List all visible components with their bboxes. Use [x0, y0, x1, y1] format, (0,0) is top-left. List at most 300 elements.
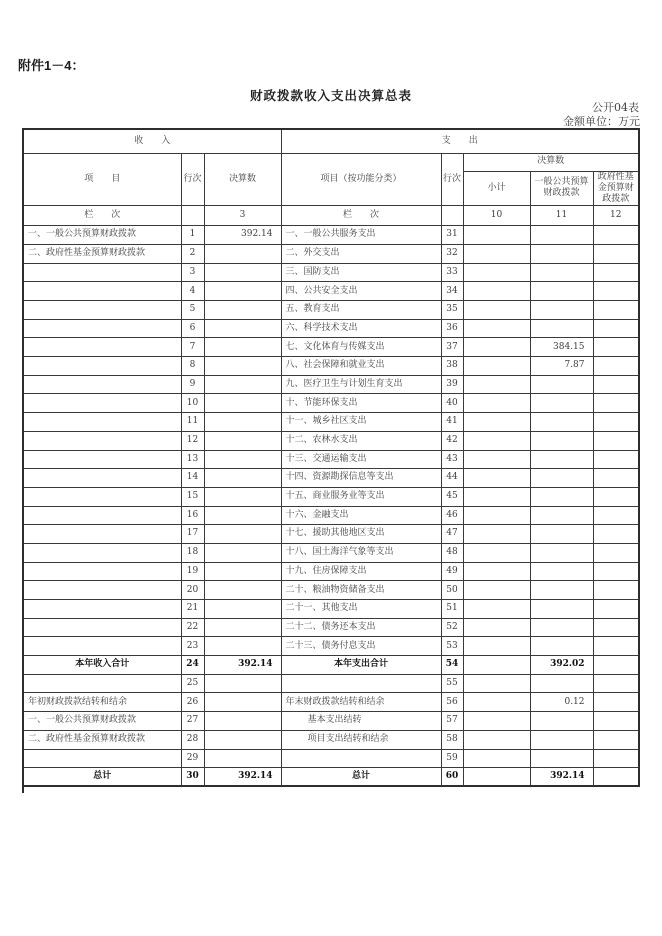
- expense-line-number-cell: 32: [441, 244, 463, 263]
- general-budget-amount-cell: 392.14: [530, 768, 593, 787]
- general-budget-amount-cell: [530, 749, 593, 768]
- subtotal-amount-cell: [463, 450, 530, 469]
- gov-fund-amount-cell: [593, 487, 639, 506]
- income-amount-cell: [204, 244, 281, 263]
- table-row: [23, 693, 639, 712]
- income-amount-cell: [204, 450, 281, 469]
- table-row: [23, 469, 639, 488]
- general-budget-amount-cell: [530, 375, 593, 394]
- income-item-cell: [23, 543, 181, 562]
- gov-fund-amount-cell: [593, 600, 639, 619]
- income-amount-cell: [204, 543, 281, 562]
- income-section-header: 收 入: [23, 129, 281, 153]
- income-line-number-cell: 5: [181, 301, 204, 320]
- income-line-number-cell: 21: [181, 600, 204, 619]
- income-item-cell: 总计: [23, 768, 181, 787]
- general-budget-amount-cell: [530, 525, 593, 544]
- income-item-cell: [23, 581, 181, 600]
- subtotal-amount-cell: [463, 357, 530, 376]
- gov-fund-amount-cell: [593, 674, 639, 693]
- general-budget-amount-cell: [530, 562, 593, 581]
- income-amount-cell: [204, 263, 281, 282]
- expense-line-number-cell: 57: [441, 712, 463, 731]
- income-line-number-cell: 12: [181, 431, 204, 450]
- income-item-cell: 二、政府性基金预算财政拨款: [23, 244, 181, 263]
- income-amount-cell: [204, 431, 281, 450]
- subtotal-amount-cell: [463, 543, 530, 562]
- subtotal-header: 小计: [463, 171, 530, 206]
- gov-fund-amount-cell: [593, 730, 639, 749]
- subtotal-amount-cell: [463, 244, 530, 263]
- expense-item-cell: 一、一般公共服务支出: [281, 226, 441, 245]
- income-amount-cell: [204, 637, 281, 656]
- income-amount-cell: [204, 506, 281, 525]
- gov-fund-amount-cell: [593, 394, 639, 413]
- expense-item-cell: 九、医疗卫生与计划生育支出: [281, 375, 441, 394]
- subtotal-amount-cell: [463, 693, 530, 712]
- expense-item-cell: 项目支出结转和结余: [281, 730, 441, 749]
- income-line-number-cell: 26: [181, 693, 204, 712]
- expense-line-number-cell: 33: [441, 263, 463, 282]
- gov-fund-amount-cell: [593, 768, 639, 787]
- general-budget-amount-cell: [530, 506, 593, 525]
- income-line-number-cell: 25: [181, 674, 204, 693]
- gov-fund-amount-cell: [593, 543, 639, 562]
- income-amount-cell: [204, 562, 281, 581]
- subtotal-amount-cell: [463, 431, 530, 450]
- expense-line-no-header: 行次: [441, 153, 463, 206]
- table-row: [23, 450, 639, 469]
- column-index-row: [23, 206, 639, 226]
- gov-fund-amount-cell: [593, 431, 639, 450]
- table-row: [23, 581, 639, 600]
- income-amount-cell: [204, 749, 281, 768]
- expense-item-cell: 二十、粮油物资储备支出: [281, 581, 441, 600]
- expense-line-number-cell: 36: [441, 319, 463, 338]
- subtotal-amount-cell: [463, 674, 530, 693]
- general-budget-amount-cell: [530, 674, 593, 693]
- general-budget-amount-cell: [530, 226, 593, 245]
- subtotal-amount-cell: [463, 413, 530, 432]
- subtotal-amount-cell: [463, 637, 530, 656]
- income-line-no-index: [181, 206, 204, 226]
- expense-line-no-index: [441, 206, 463, 226]
- general-budget-amount-cell: [530, 450, 593, 469]
- table-row: [23, 506, 639, 525]
- subtotal-index: 10: [463, 206, 530, 226]
- gov-fund-amount-cell: [593, 357, 639, 376]
- subtotal-amount-cell: [463, 338, 530, 357]
- expense-line-number-cell: 59: [441, 749, 463, 768]
- income-item-cell: [23, 600, 181, 619]
- expense-item-cell: 十五、商业服务业等支出: [281, 487, 441, 506]
- income-line-number-cell: 17: [181, 525, 204, 544]
- table-code-label: 公开04表: [592, 101, 639, 114]
- subtotal-amount-cell: [463, 319, 530, 338]
- gov-fund-amount-cell: [593, 581, 639, 600]
- subtotal-amount-cell: [463, 618, 530, 637]
- income-amount-cell: [204, 357, 281, 376]
- expense-item-cell: 本年支出合计: [281, 656, 441, 675]
- gov-fund-amount-cell: [593, 375, 639, 394]
- expense-item-header: 项目（按功能分类）: [281, 153, 441, 206]
- gov-fund-amount-cell: [593, 244, 639, 263]
- gov-fund-amount-cell: [593, 226, 639, 245]
- expense-line-number-cell: 48: [441, 543, 463, 562]
- income-line-number-cell: 28: [181, 730, 204, 749]
- gov-fund-amount-cell: [593, 319, 639, 338]
- income-amount-cell: [204, 301, 281, 320]
- expense-line-number-cell: 39: [441, 375, 463, 394]
- income-amount-cell: [204, 487, 281, 506]
- income-line-number-cell: 8: [181, 357, 204, 376]
- income-item-cell: 一、一般公共预算财政拨款: [23, 712, 181, 731]
- general-budget-amount-cell: [530, 581, 593, 600]
- expense-item-cell: 十八、国土海洋气象等支出: [281, 543, 441, 562]
- table-row: [23, 543, 639, 562]
- table-row: [23, 656, 639, 675]
- income-item-cell: [23, 301, 181, 320]
- income-item-cell: [23, 357, 181, 376]
- income-item-cell: [23, 525, 181, 544]
- page-title: 财政拨款收入支出决算总表: [249, 89, 412, 103]
- income-line-number-cell: 24: [181, 656, 204, 675]
- general-budget-amount-cell: [530, 469, 593, 488]
- table-row: [23, 226, 639, 245]
- general-budget-amount-cell: [530, 394, 593, 413]
- income-item-cell: [23, 618, 181, 637]
- expense-line-number-cell: 46: [441, 506, 463, 525]
- income-amount-cell: [204, 730, 281, 749]
- gov-fund-amount-cell: [593, 656, 639, 675]
- gov-fund-header: 政府性基金预算财政拨款: [593, 171, 639, 206]
- expense-line-number-cell: 51: [441, 600, 463, 619]
- table-row: [23, 263, 639, 282]
- general-budget-amount-cell: [530, 301, 593, 320]
- expense-item-cell: 十六、金融支出: [281, 506, 441, 525]
- income-line-number-cell: 11: [181, 413, 204, 432]
- general-budget-amount-cell: [530, 244, 593, 263]
- expense-line-number-cell: 47: [441, 525, 463, 544]
- table-row: [23, 413, 639, 432]
- table-row: [23, 618, 639, 637]
- income-line-number-cell: 7: [181, 338, 204, 357]
- income-line-number-cell: 16: [181, 506, 204, 525]
- income-item-cell: [23, 282, 181, 301]
- subtotal-amount-cell: [463, 525, 530, 544]
- subtotal-amount-cell: [463, 656, 530, 675]
- table-row: [23, 338, 639, 357]
- income-line-number-cell: 2: [181, 244, 204, 263]
- gov-fund-amount-cell: [593, 562, 639, 581]
- expense-line-number-cell: 56: [441, 693, 463, 712]
- subtotal-amount-cell: [463, 263, 530, 282]
- expense-amount-header: 决算数: [463, 153, 639, 171]
- subtotal-amount-cell: [463, 600, 530, 619]
- general-budget-amount-cell: 392.02: [530, 656, 593, 675]
- general-budget-amount-cell: [530, 543, 593, 562]
- subtotal-amount-cell: [463, 768, 530, 787]
- gov-fund-amount-cell: [593, 469, 639, 488]
- table-row: [23, 562, 639, 581]
- table-row: [23, 487, 639, 506]
- expense-line-number-cell: 37: [441, 338, 463, 357]
- income-amount-cell: [204, 413, 281, 432]
- table-row: [23, 357, 639, 376]
- gov-fund-amount-cell: [593, 263, 639, 282]
- gov-fund-amount-cell: [593, 637, 639, 656]
- table-row: [23, 712, 639, 731]
- income-amount-cell: 392.14: [204, 656, 281, 675]
- income-line-number-cell: 29: [181, 749, 204, 768]
- expense-item-cell: 二十二、债务还本支出: [281, 618, 441, 637]
- income-amount-index: 3: [204, 206, 281, 226]
- income-amount-cell: [204, 712, 281, 731]
- general-budget-amount-cell: [530, 730, 593, 749]
- expense-line-number-cell: 52: [441, 618, 463, 637]
- expense-line-number-cell: 58: [441, 730, 463, 749]
- income-line-number-cell: 10: [181, 394, 204, 413]
- income-line-number-cell: 14: [181, 469, 204, 488]
- expense-item-cell: 二十一、其他支出: [281, 600, 441, 619]
- expense-line-number-cell: 31: [441, 226, 463, 245]
- income-item-cell: [23, 450, 181, 469]
- table-row: [23, 375, 639, 394]
- table-row: [23, 431, 639, 450]
- income-amount-cell: 392.14: [204, 768, 281, 787]
- income-item-cell: [23, 506, 181, 525]
- expense-line-number-cell: 38: [441, 357, 463, 376]
- table-row: [23, 319, 639, 338]
- income-item-cell: 本年收入合计: [23, 656, 181, 675]
- general-budget-header: 一般公共预算财政拨款: [530, 171, 593, 206]
- expense-line-number-cell: 54: [441, 656, 463, 675]
- expense-item-cell: 总计: [281, 768, 441, 787]
- income-line-number-cell: 6: [181, 319, 204, 338]
- general-budget-amount-cell: [530, 618, 593, 637]
- income-line-number-cell: 15: [181, 487, 204, 506]
- income-item-cell: [23, 375, 181, 394]
- income-amount-cell: [204, 674, 281, 693]
- income-amount-header: 决算数: [204, 153, 281, 206]
- table-row: [23, 301, 639, 320]
- general-budget-amount-cell: [530, 413, 593, 432]
- expense-item-cell: 七、文化体育与传媒支出: [281, 338, 441, 357]
- table-body: [23, 226, 639, 787]
- subtotal-amount-cell: [463, 749, 530, 768]
- expense-line-number-cell: 49: [441, 562, 463, 581]
- expense-item-cell: 十九、住房保障支出: [281, 562, 441, 581]
- income-item-header: 项 目: [23, 153, 181, 206]
- table-row: [23, 730, 639, 749]
- income-amount-cell: [204, 469, 281, 488]
- expense-column-label: 栏 次: [281, 206, 441, 226]
- expense-line-number-cell: 55: [441, 674, 463, 693]
- expense-line-number-cell: 50: [441, 581, 463, 600]
- table-row: [23, 637, 639, 656]
- income-item-cell: [23, 674, 181, 693]
- income-item-cell: [23, 469, 181, 488]
- gov-fund-amount-cell: [593, 712, 639, 731]
- expense-line-number-cell: 34: [441, 282, 463, 301]
- expense-item-cell: 四、公共安全支出: [281, 282, 441, 301]
- general-budget-amount-cell: [530, 637, 593, 656]
- income-amount-cell: [204, 618, 281, 637]
- general-budget-amount-cell: 7.87: [530, 357, 593, 376]
- subtotal-amount-cell: [463, 282, 530, 301]
- expense-line-number-cell: 42: [441, 431, 463, 450]
- expense-item-cell: 二、外交支出: [281, 244, 441, 263]
- income-line-number-cell: 13: [181, 450, 204, 469]
- income-item-cell: [23, 637, 181, 656]
- income-line-number-cell: 4: [181, 282, 204, 301]
- general-budget-amount-cell: [530, 263, 593, 282]
- income-amount-cell: [204, 319, 281, 338]
- expense-item-cell: 八、社会保障和就业支出: [281, 357, 441, 376]
- income-line-number-cell: 3: [181, 263, 204, 282]
- gov-fund-amount-cell: [593, 301, 639, 320]
- income-line-number-cell: 1: [181, 226, 204, 245]
- summary-table: [22, 128, 640, 787]
- subtotal-amount-cell: [463, 375, 530, 394]
- general-budget-index: 11: [530, 206, 593, 226]
- income-line-number-cell: 22: [181, 618, 204, 637]
- income-line-number-cell: 30: [181, 768, 204, 787]
- expense-item-cell: [281, 749, 441, 768]
- unit-label: 金额单位：万元: [563, 115, 640, 128]
- expense-line-number-cell: 45: [441, 487, 463, 506]
- general-budget-amount-cell: 0.12: [530, 693, 593, 712]
- expense-item-cell: [281, 674, 441, 693]
- income-item-cell: 年初财政拨款结转和结余: [23, 693, 181, 712]
- page-edge-mark: [22, 784, 24, 793]
- expense-item-cell: 二十三、债务付息支出: [281, 637, 441, 656]
- table-row: [23, 244, 639, 263]
- subtotal-amount-cell: [463, 301, 530, 320]
- income-line-number-cell: 9: [181, 375, 204, 394]
- general-budget-amount-cell: [530, 319, 593, 338]
- expense-item-cell: 十二、农林水支出: [281, 431, 441, 450]
- income-amount-cell: [204, 581, 281, 600]
- expense-item-cell: 十一、城乡社区支出: [281, 413, 441, 432]
- table-row: [23, 394, 639, 413]
- expense-item-cell: 年末财政拨款结转和结余: [281, 693, 441, 712]
- expense-line-number-cell: 44: [441, 469, 463, 488]
- subtotal-amount-cell: [463, 394, 530, 413]
- table-row: [23, 674, 639, 693]
- expense-line-number-cell: 35: [441, 301, 463, 320]
- income-item-cell: [23, 431, 181, 450]
- section-header-row: [23, 129, 639, 153]
- gov-fund-amount-cell: [593, 618, 639, 637]
- expense-line-number-cell: 40: [441, 394, 463, 413]
- gov-fund-amount-cell: [593, 749, 639, 768]
- gov-fund-amount-cell: [593, 450, 639, 469]
- income-amount-cell: [204, 282, 281, 301]
- income-item-cell: [23, 413, 181, 432]
- expense-item-cell: 十四、资源勘探信息等支出: [281, 469, 441, 488]
- income-amount-cell: [204, 600, 281, 619]
- table-row: [23, 600, 639, 619]
- table-row: [23, 768, 639, 787]
- table-header: [23, 129, 639, 226]
- subtotal-amount-cell: [463, 730, 530, 749]
- expense-item-cell: 基本支出结转: [281, 712, 441, 731]
- income-line-number-cell: 19: [181, 562, 204, 581]
- subtotal-amount-cell: [463, 581, 530, 600]
- subtotal-amount-cell: [463, 469, 530, 488]
- expense-item-cell: 六、科学技术支出: [281, 319, 441, 338]
- gov-fund-amount-cell: [593, 413, 639, 432]
- gov-fund-amount-cell: [593, 338, 639, 357]
- income-amount-cell: 392.14: [204, 226, 281, 245]
- general-budget-amount-cell: [530, 600, 593, 619]
- income-amount-cell: [204, 394, 281, 413]
- income-line-number-cell: 23: [181, 637, 204, 656]
- table-row: [23, 282, 639, 301]
- income-item-cell: [23, 338, 181, 357]
- income-item-cell: 二、政府性基金预算财政拨款: [23, 730, 181, 749]
- income-item-cell: [23, 263, 181, 282]
- subtotal-amount-cell: [463, 562, 530, 581]
- income-item-cell: 一、一般公共预算财政拨款: [23, 226, 181, 245]
- income-line-number-cell: 18: [181, 543, 204, 562]
- table-row: [23, 525, 639, 544]
- expense-item-cell: 十、节能环保支出: [281, 394, 441, 413]
- income-amount-cell: [204, 525, 281, 544]
- income-column-label: 栏 次: [23, 206, 181, 226]
- income-line-number-cell: 20: [181, 581, 204, 600]
- general-budget-amount-cell: 384.15: [530, 338, 593, 357]
- general-budget-amount-cell: [530, 431, 593, 450]
- income-item-cell: [23, 394, 181, 413]
- subtotal-amount-cell: [463, 226, 530, 245]
- expense-line-number-cell: 60: [441, 768, 463, 787]
- gov-fund-amount-cell: [593, 525, 639, 544]
- expense-item-cell: 十三、交通运输支出: [281, 450, 441, 469]
- subtotal-amount-cell: [463, 506, 530, 525]
- expense-line-number-cell: 53: [441, 637, 463, 656]
- general-budget-amount-cell: [530, 712, 593, 731]
- income-item-cell: [23, 487, 181, 506]
- expense-section-header: 支 出: [281, 129, 639, 153]
- income-item-cell: [23, 562, 181, 581]
- column-header-row: [23, 153, 639, 171]
- expense-item-cell: 三、国防支出: [281, 263, 441, 282]
- income-line-no-header: 行次: [181, 153, 204, 206]
- income-item-cell: [23, 319, 181, 338]
- income-line-number-cell: 27: [181, 712, 204, 731]
- table-row: [23, 749, 639, 768]
- income-item-cell: [23, 749, 181, 768]
- attachment-label: 附件1－4：: [18, 58, 85, 73]
- gov-fund-amount-cell: [593, 693, 639, 712]
- subtotal-amount-cell: [463, 487, 530, 506]
- gov-fund-index: 12: [593, 206, 639, 226]
- general-budget-amount-cell: [530, 282, 593, 301]
- expense-item-cell: 十七、援助其他地区支出: [281, 525, 441, 544]
- expense-line-number-cell: 41: [441, 413, 463, 432]
- gov-fund-amount-cell: [593, 506, 639, 525]
- subtotal-amount-cell: [463, 712, 530, 731]
- income-amount-cell: [204, 375, 281, 394]
- expense-item-cell: 五、教育支出: [281, 301, 441, 320]
- income-amount-cell: [204, 693, 281, 712]
- income-amount-cell: [204, 338, 281, 357]
- gov-fund-amount-cell: [593, 282, 639, 301]
- general-budget-amount-cell: [530, 487, 593, 506]
- expense-line-number-cell: 43: [441, 450, 463, 469]
